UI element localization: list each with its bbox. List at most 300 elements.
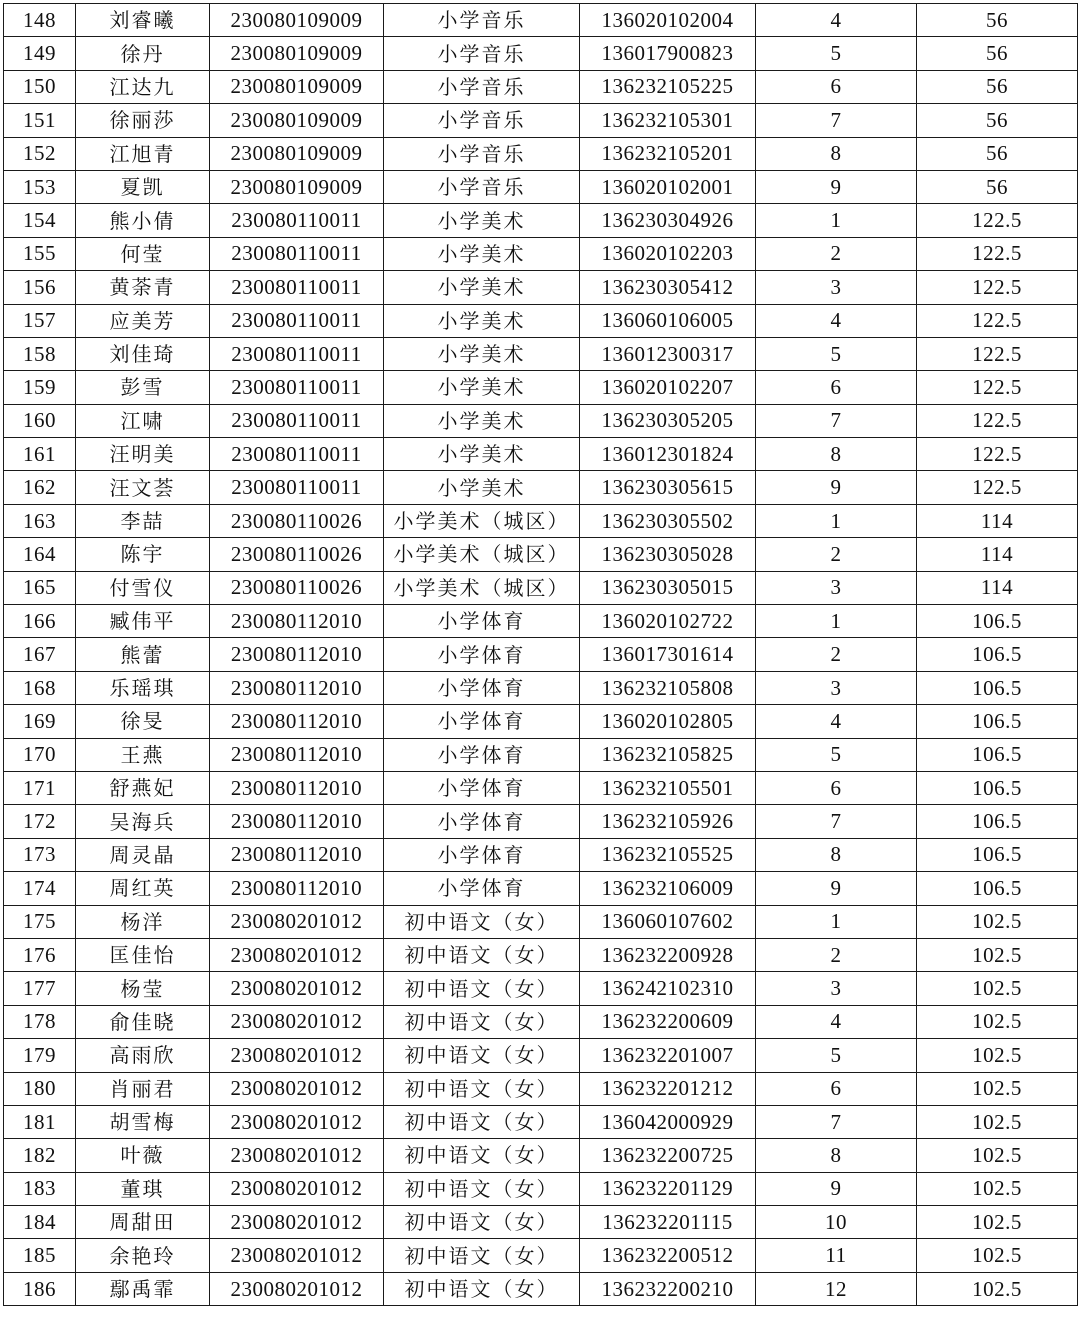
table-row — [4, 605, 1078, 638]
exam-number-cell: 136232200512 — [580, 1239, 756, 1272]
candidate-name-cell: 乐瑶琪 — [76, 671, 210, 704]
rank-cell: 4 — [756, 705, 917, 738]
exam-number-cell: 136020102001 — [580, 170, 756, 203]
score-cell: 106.5 — [917, 838, 1078, 871]
candidate-name-cell: 臧伟平 — [76, 605, 210, 638]
subject-cell: 小学美术 — [384, 271, 580, 304]
position-code-cell: 230080112010 — [210, 771, 384, 804]
rank-cell: 6 — [756, 371, 917, 404]
serial-number-cell: 155 — [4, 237, 76, 270]
score-cell: 106.5 — [917, 805, 1078, 838]
exam-number-cell: 136230305615 — [580, 471, 756, 504]
position-code-cell: 230080201012 — [210, 1072, 384, 1105]
exam-number-cell: 136232201129 — [580, 1172, 756, 1205]
subject-cell: 初中语文（女） — [384, 1272, 580, 1305]
position-code-cell: 230080109009 — [210, 37, 384, 70]
subject-cell: 初中语文（女） — [384, 1139, 580, 1172]
subject-cell: 小学美术 — [384, 371, 580, 404]
position-code-cell: 230080110011 — [210, 271, 384, 304]
score-cell: 122.5 — [917, 337, 1078, 370]
rank-cell: 5 — [756, 738, 917, 771]
table-row — [4, 438, 1078, 471]
exam-number-cell: 136020102805 — [580, 705, 756, 738]
score-cell: 106.5 — [917, 605, 1078, 638]
score-cell: 102.5 — [917, 1206, 1078, 1239]
table-row — [4, 271, 1078, 304]
candidate-name-cell: 徐丹 — [76, 37, 210, 70]
table-row — [4, 905, 1078, 938]
rank-cell: 2 — [756, 638, 917, 671]
rank-cell: 9 — [756, 471, 917, 504]
serial-number-cell: 153 — [4, 170, 76, 203]
position-code-cell: 230080110026 — [210, 571, 384, 604]
score-cell: 106.5 — [917, 771, 1078, 804]
subject-cell: 小学体育 — [384, 705, 580, 738]
candidate-name-cell: 陈宇 — [76, 538, 210, 571]
exam-number-cell: 136232201007 — [580, 1039, 756, 1072]
position-code-cell: 230080201012 — [210, 1139, 384, 1172]
serial-number-cell: 168 — [4, 671, 76, 704]
exam-number-cell: 136020102004 — [580, 4, 756, 37]
candidate-name-cell: 熊蕾 — [76, 638, 210, 671]
position-code-cell: 230080112010 — [210, 872, 384, 905]
rank-cell: 8 — [756, 1139, 917, 1172]
score-cell: 122.5 — [917, 404, 1078, 437]
rank-cell: 5 — [756, 37, 917, 70]
position-code-cell: 230080110011 — [210, 237, 384, 270]
exam-number-cell: 136232105926 — [580, 805, 756, 838]
candidate-name-cell: 杨洋 — [76, 905, 210, 938]
rank-cell: 3 — [756, 571, 917, 604]
score-cell: 122.5 — [917, 204, 1078, 237]
position-code-cell: 230080201012 — [210, 1272, 384, 1305]
subject-cell: 小学美术 — [384, 337, 580, 370]
subject-cell: 小学音乐 — [384, 70, 580, 103]
score-cell: 56 — [917, 137, 1078, 170]
serial-number-cell: 181 — [4, 1105, 76, 1138]
table-row — [4, 504, 1078, 537]
subject-cell: 初中语文（女） — [384, 1239, 580, 1272]
score-cell: 106.5 — [917, 872, 1078, 905]
subject-cell: 小学体育 — [384, 638, 580, 671]
candidate-name-cell: 李喆 — [76, 504, 210, 537]
candidate-name-cell: 汪文荟 — [76, 471, 210, 504]
score-cell: 102.5 — [917, 1072, 1078, 1105]
rank-cell: 11 — [756, 1239, 917, 1272]
table-row — [4, 838, 1078, 871]
table-row — [4, 104, 1078, 137]
candidate-name-cell: 江达九 — [76, 70, 210, 103]
exam-number-cell: 136232200609 — [580, 1005, 756, 1038]
subject-cell: 小学体育 — [384, 872, 580, 905]
score-cell: 114 — [917, 538, 1078, 571]
candidate-name-cell: 付雪仪 — [76, 571, 210, 604]
subject-cell: 小学美术（城区） — [384, 504, 580, 537]
exam-number-cell: 136232105201 — [580, 137, 756, 170]
position-code-cell: 230080201012 — [210, 1172, 384, 1205]
rank-cell: 3 — [756, 671, 917, 704]
table-row — [4, 571, 1078, 604]
serial-number-cell: 171 — [4, 771, 76, 804]
subject-cell: 小学体育 — [384, 771, 580, 804]
candidate-name-cell: 王燕 — [76, 738, 210, 771]
position-code-cell: 230080110011 — [210, 438, 384, 471]
rank-cell: 4 — [756, 4, 917, 37]
position-code-cell: 230080109009 — [210, 70, 384, 103]
score-cell: 56 — [917, 104, 1078, 137]
results-table-body — [4, 4, 1078, 1306]
candidate-name-cell: 刘睿曦 — [76, 4, 210, 37]
serial-number-cell: 185 — [4, 1239, 76, 1272]
position-code-cell: 230080110011 — [210, 471, 384, 504]
exam-number-cell: 136232105225 — [580, 70, 756, 103]
subject-cell: 初中语文（女） — [384, 1005, 580, 1038]
score-cell: 106.5 — [917, 671, 1078, 704]
subject-cell: 初中语文（女） — [384, 905, 580, 938]
rank-cell: 12 — [756, 1272, 917, 1305]
serial-number-cell: 175 — [4, 905, 76, 938]
subject-cell: 小学体育 — [384, 605, 580, 638]
candidate-name-cell: 徐丽莎 — [76, 104, 210, 137]
exam-number-cell: 136060107602 — [580, 905, 756, 938]
table-row — [4, 1239, 1078, 1272]
table-row — [4, 70, 1078, 103]
rank-cell: 7 — [756, 1105, 917, 1138]
serial-number-cell: 179 — [4, 1039, 76, 1072]
rank-cell: 2 — [756, 938, 917, 971]
candidate-name-cell: 周灵晶 — [76, 838, 210, 871]
serial-number-cell: 151 — [4, 104, 76, 137]
serial-number-cell: 152 — [4, 137, 76, 170]
candidate-name-cell: 吴海兵 — [76, 805, 210, 838]
serial-number-cell: 156 — [4, 271, 76, 304]
exam-number-cell: 136020102207 — [580, 371, 756, 404]
exam-number-cell: 136020102203 — [580, 237, 756, 270]
serial-number-cell: 157 — [4, 304, 76, 337]
position-code-cell: 230080110011 — [210, 304, 384, 337]
subject-cell: 初中语文（女） — [384, 938, 580, 971]
subject-cell: 小学美术 — [384, 404, 580, 437]
table-row — [4, 404, 1078, 437]
candidate-name-cell: 周甜田 — [76, 1206, 210, 1239]
candidate-name-cell: 肖丽君 — [76, 1072, 210, 1105]
position-code-cell: 230080110011 — [210, 337, 384, 370]
exam-number-cell: 136242102310 — [580, 972, 756, 1005]
rank-cell: 5 — [756, 1039, 917, 1072]
serial-number-cell: 170 — [4, 738, 76, 771]
serial-number-cell: 159 — [4, 371, 76, 404]
exam-number-cell: 136232200928 — [580, 938, 756, 971]
position-code-cell: 230080201012 — [210, 938, 384, 971]
table-row — [4, 1172, 1078, 1205]
score-cell: 122.5 — [917, 271, 1078, 304]
rank-cell: 7 — [756, 404, 917, 437]
subject-cell: 小学音乐 — [384, 37, 580, 70]
exam-number-cell: 136017301614 — [580, 638, 756, 671]
serial-number-cell: 164 — [4, 538, 76, 571]
position-code-cell: 230080112010 — [210, 738, 384, 771]
exam-number-cell: 136232200725 — [580, 1139, 756, 1172]
table-row — [4, 471, 1078, 504]
rank-cell: 6 — [756, 70, 917, 103]
subject-cell: 小学美术 — [384, 304, 580, 337]
score-cell: 102.5 — [917, 1172, 1078, 1205]
table-row — [4, 872, 1078, 905]
position-code-cell: 230080201012 — [210, 1105, 384, 1138]
serial-number-cell: 183 — [4, 1172, 76, 1205]
table-row — [4, 371, 1078, 404]
rank-cell: 8 — [756, 137, 917, 170]
table-row — [4, 237, 1078, 270]
score-cell: 56 — [917, 170, 1078, 203]
exam-number-cell: 136232105525 — [580, 838, 756, 871]
candidate-name-cell: 刘佳琦 — [76, 337, 210, 370]
exam-number-cell: 136232106009 — [580, 872, 756, 905]
candidate-name-cell: 胡雪梅 — [76, 1105, 210, 1138]
score-cell: 56 — [917, 37, 1078, 70]
exam-number-cell: 136232201115 — [580, 1206, 756, 1239]
subject-cell: 初中语文（女） — [384, 1105, 580, 1138]
serial-number-cell: 169 — [4, 705, 76, 738]
serial-number-cell: 158 — [4, 337, 76, 370]
table-row — [4, 1039, 1078, 1072]
table-row — [4, 538, 1078, 571]
table-row — [4, 1206, 1078, 1239]
rank-cell: 1 — [756, 605, 917, 638]
results-table — [3, 3, 1078, 1306]
rank-cell: 3 — [756, 972, 917, 1005]
position-code-cell: 230080110026 — [210, 504, 384, 537]
subject-cell: 小学美术 — [384, 471, 580, 504]
subject-cell: 小学体育 — [384, 805, 580, 838]
rank-cell: 8 — [756, 438, 917, 471]
rank-cell: 4 — [756, 304, 917, 337]
subject-cell: 小学美术 — [384, 438, 580, 471]
serial-number-cell: 166 — [4, 605, 76, 638]
table-row — [4, 771, 1078, 804]
serial-number-cell: 182 — [4, 1139, 76, 1172]
table-row — [4, 938, 1078, 971]
subject-cell: 小学美术 — [384, 204, 580, 237]
score-cell: 102.5 — [917, 1272, 1078, 1305]
score-cell: 122.5 — [917, 438, 1078, 471]
position-code-cell: 230080110026 — [210, 538, 384, 571]
table-row — [4, 705, 1078, 738]
position-code-cell: 230080201012 — [210, 1206, 384, 1239]
score-cell: 102.5 — [917, 1239, 1078, 1272]
rank-cell: 7 — [756, 104, 917, 137]
table-row — [4, 1105, 1078, 1138]
candidate-name-cell: 汪明美 — [76, 438, 210, 471]
candidate-name-cell: 杨莹 — [76, 972, 210, 1005]
rank-cell: 10 — [756, 1206, 917, 1239]
score-cell: 106.5 — [917, 738, 1078, 771]
rank-cell: 7 — [756, 805, 917, 838]
position-code-cell: 230080201012 — [210, 1039, 384, 1072]
candidate-name-cell: 董琪 — [76, 1172, 210, 1205]
score-cell: 106.5 — [917, 638, 1078, 671]
serial-number-cell: 174 — [4, 872, 76, 905]
serial-number-cell: 149 — [4, 37, 76, 70]
serial-number-cell: 184 — [4, 1206, 76, 1239]
rank-cell: 9 — [756, 170, 917, 203]
position-code-cell: 230080112010 — [210, 638, 384, 671]
exam-number-cell: 136230305502 — [580, 504, 756, 537]
candidate-name-cell: 匡佳怡 — [76, 938, 210, 971]
position-code-cell: 230080112010 — [210, 805, 384, 838]
table-row — [4, 304, 1078, 337]
exam-number-cell: 136232105825 — [580, 738, 756, 771]
exam-number-cell: 136230305028 — [580, 538, 756, 571]
exam-number-cell: 136230305412 — [580, 271, 756, 304]
serial-number-cell: 167 — [4, 638, 76, 671]
serial-number-cell: 165 — [4, 571, 76, 604]
subject-cell: 初中语文（女） — [384, 972, 580, 1005]
exam-number-cell: 136020102722 — [580, 605, 756, 638]
score-cell: 114 — [917, 504, 1078, 537]
serial-number-cell: 161 — [4, 438, 76, 471]
candidate-name-cell: 江啸 — [76, 404, 210, 437]
table-row — [4, 1005, 1078, 1038]
position-code-cell: 230080201012 — [210, 972, 384, 1005]
candidate-name-cell: 彭雪 — [76, 371, 210, 404]
serial-number-cell: 173 — [4, 838, 76, 871]
rank-cell: 5 — [756, 337, 917, 370]
candidate-name-cell: 周红英 — [76, 872, 210, 905]
table-row — [4, 638, 1078, 671]
score-cell: 102.5 — [917, 1105, 1078, 1138]
table-row — [4, 37, 1078, 70]
rank-cell: 2 — [756, 538, 917, 571]
subject-cell: 小学音乐 — [384, 137, 580, 170]
serial-number-cell: 148 — [4, 4, 76, 37]
candidate-name-cell: 应美芳 — [76, 304, 210, 337]
serial-number-cell: 150 — [4, 70, 76, 103]
position-code-cell: 230080201012 — [210, 1239, 384, 1272]
table-row — [4, 4, 1078, 37]
score-cell: 102.5 — [917, 1005, 1078, 1038]
rank-cell: 1 — [756, 204, 917, 237]
serial-number-cell: 177 — [4, 972, 76, 1005]
candidate-name-cell: 鄢禹霏 — [76, 1272, 210, 1305]
serial-number-cell: 162 — [4, 471, 76, 504]
subject-cell: 初中语文（女） — [384, 1039, 580, 1072]
subject-cell: 小学美术 — [384, 237, 580, 270]
exam-number-cell: 136232105301 — [580, 104, 756, 137]
position-code-cell: 230080112010 — [210, 605, 384, 638]
score-cell: 102.5 — [917, 905, 1078, 938]
subject-cell: 初中语文（女） — [384, 1172, 580, 1205]
serial-number-cell: 172 — [4, 805, 76, 838]
position-code-cell: 230080109009 — [210, 170, 384, 203]
table-row — [4, 337, 1078, 370]
score-cell: 102.5 — [917, 1139, 1078, 1172]
candidate-name-cell: 高雨欣 — [76, 1039, 210, 1072]
candidate-name-cell: 余艳玲 — [76, 1239, 210, 1272]
rank-cell: 4 — [756, 1005, 917, 1038]
rank-cell: 3 — [756, 271, 917, 304]
rank-cell: 8 — [756, 838, 917, 871]
score-cell: 114 — [917, 571, 1078, 604]
subject-cell: 小学音乐 — [384, 104, 580, 137]
exam-number-cell: 136230305015 — [580, 571, 756, 604]
table-row — [4, 671, 1078, 704]
candidate-name-cell: 何莹 — [76, 237, 210, 270]
table-row — [4, 170, 1078, 203]
score-cell: 102.5 — [917, 938, 1078, 971]
serial-number-cell: 180 — [4, 1072, 76, 1105]
candidate-name-cell: 叶薇 — [76, 1139, 210, 1172]
rank-cell: 6 — [756, 771, 917, 804]
serial-number-cell: 163 — [4, 504, 76, 537]
table-row — [4, 805, 1078, 838]
score-cell: 122.5 — [917, 304, 1078, 337]
table-row — [4, 204, 1078, 237]
score-cell: 106.5 — [917, 705, 1078, 738]
serial-number-cell: 178 — [4, 1005, 76, 1038]
table-row — [4, 1272, 1078, 1305]
position-code-cell: 230080109009 — [210, 137, 384, 170]
subject-cell: 小学美术（城区） — [384, 538, 580, 571]
rank-cell: 9 — [756, 1172, 917, 1205]
position-code-cell: 230080110011 — [210, 371, 384, 404]
candidate-name-cell: 夏凯 — [76, 170, 210, 203]
exam-number-cell: 136060106005 — [580, 304, 756, 337]
rank-cell: 6 — [756, 1072, 917, 1105]
exam-number-cell: 136230304926 — [580, 204, 756, 237]
serial-number-cell: 154 — [4, 204, 76, 237]
position-code-cell: 230080109009 — [210, 104, 384, 137]
candidate-name-cell: 熊小倩 — [76, 204, 210, 237]
exam-number-cell: 136232105501 — [580, 771, 756, 804]
position-code-cell: 230080201012 — [210, 905, 384, 938]
subject-cell: 小学音乐 — [384, 4, 580, 37]
exam-number-cell: 136012301824 — [580, 438, 756, 471]
serial-number-cell: 176 — [4, 938, 76, 971]
table-row — [4, 1072, 1078, 1105]
subject-cell: 初中语文（女） — [384, 1206, 580, 1239]
subject-cell: 小学体育 — [384, 738, 580, 771]
subject-cell: 小学音乐 — [384, 170, 580, 203]
subject-cell: 初中语文（女） — [384, 1072, 580, 1105]
rank-cell: 9 — [756, 872, 917, 905]
exam-number-cell: 136232105808 — [580, 671, 756, 704]
score-cell: 102.5 — [917, 972, 1078, 1005]
position-code-cell: 230080112010 — [210, 705, 384, 738]
score-cell: 122.5 — [917, 471, 1078, 504]
score-cell: 102.5 — [917, 1039, 1078, 1072]
subject-cell: 小学体育 — [384, 838, 580, 871]
serial-number-cell: 186 — [4, 1272, 76, 1305]
position-code-cell: 230080109009 — [210, 4, 384, 37]
score-cell: 122.5 — [917, 237, 1078, 270]
subject-cell: 小学美术（城区） — [384, 571, 580, 604]
candidate-name-cell: 俞佳晓 — [76, 1005, 210, 1038]
table-row — [4, 738, 1078, 771]
rank-cell: 1 — [756, 905, 917, 938]
exam-number-cell: 136232201212 — [580, 1072, 756, 1105]
candidate-name-cell: 徐旻 — [76, 705, 210, 738]
serial-number-cell: 160 — [4, 404, 76, 437]
exam-number-cell: 136017900823 — [580, 37, 756, 70]
candidate-name-cell: 江旭青 — [76, 137, 210, 170]
subject-cell: 小学体育 — [384, 671, 580, 704]
rank-cell: 1 — [756, 504, 917, 537]
exam-number-cell: 136042000929 — [580, 1105, 756, 1138]
score-cell: 122.5 — [917, 371, 1078, 404]
table-row — [4, 1139, 1078, 1172]
table-row — [4, 972, 1078, 1005]
